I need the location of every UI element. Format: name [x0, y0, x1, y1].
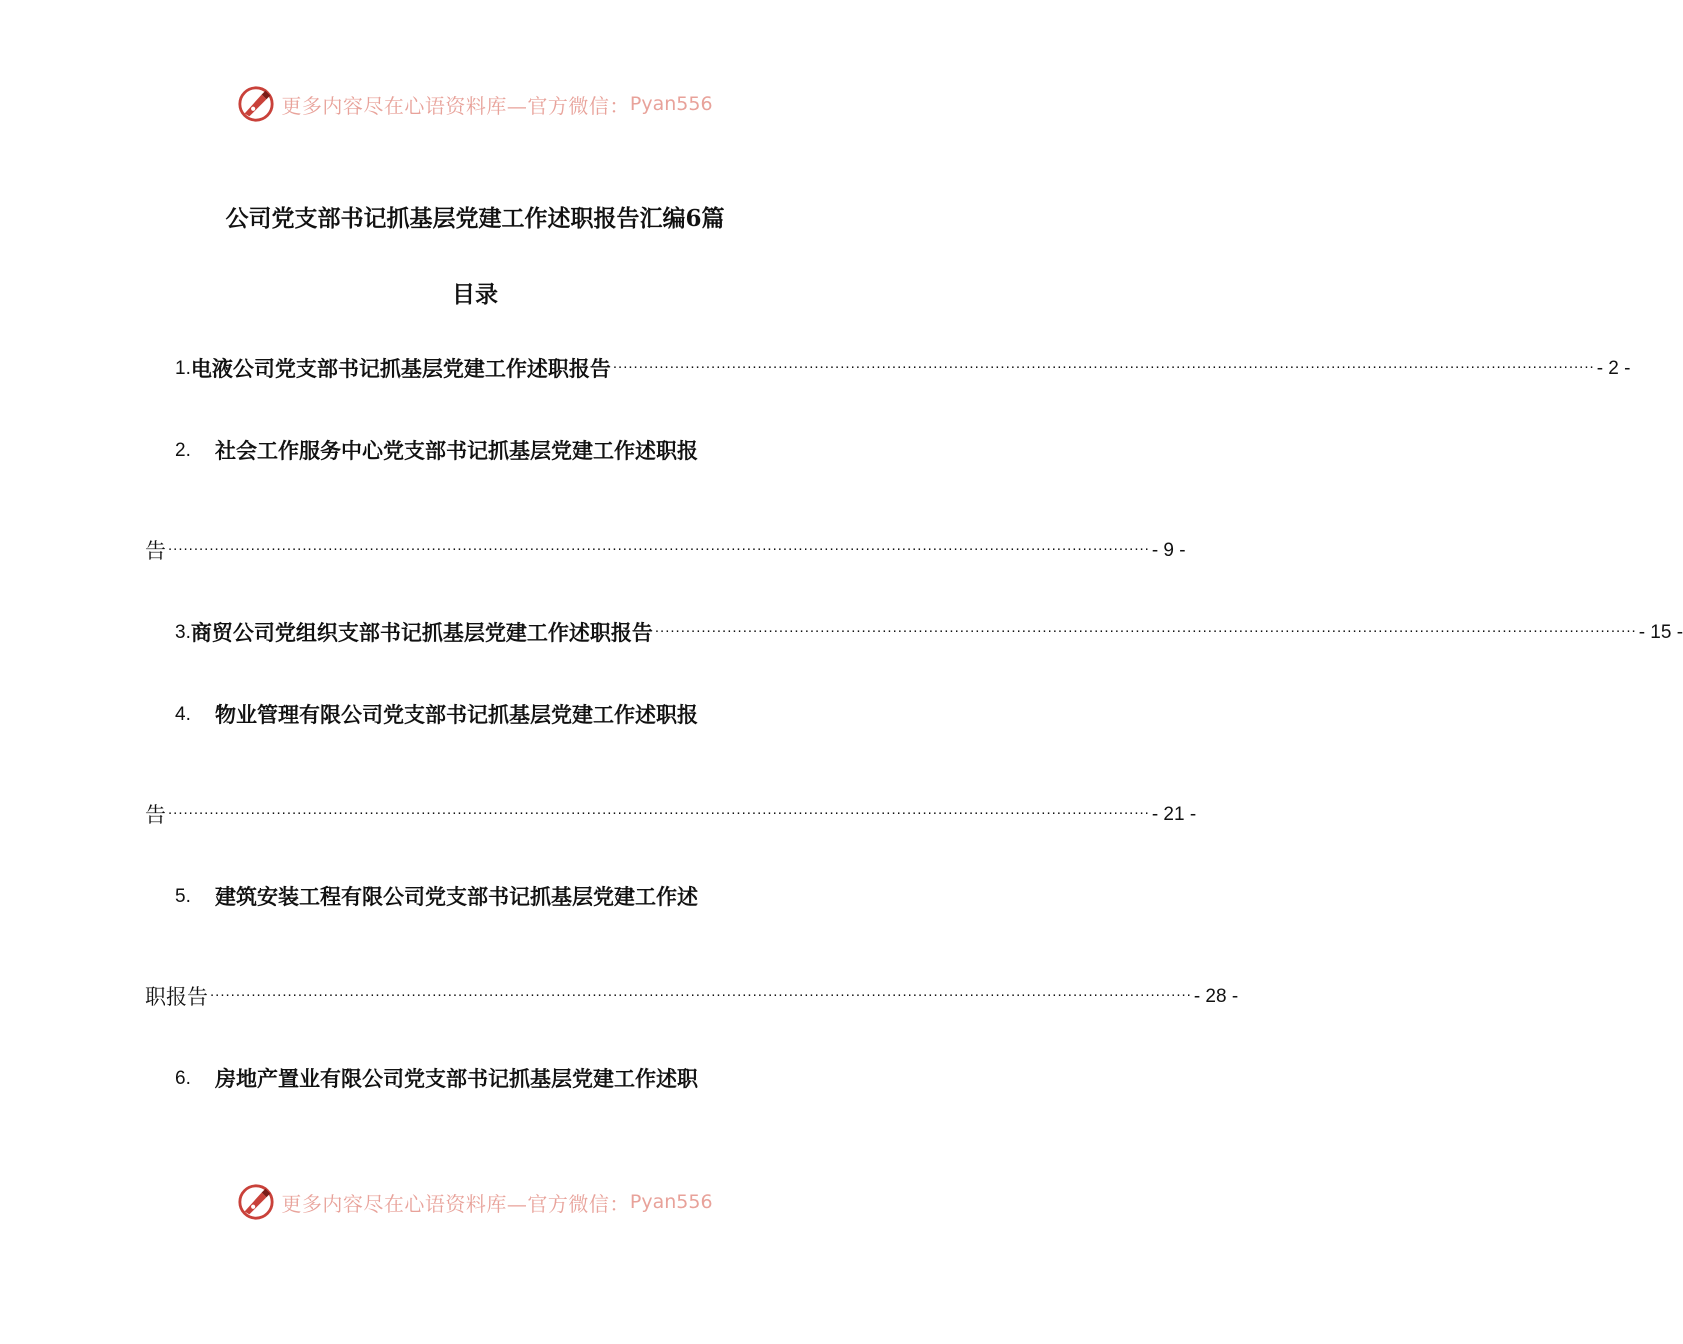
- toc-entry-title-continued: 职报告: [145, 985, 208, 1009]
- watermark-text: 更多内容尽在心语资料库—官方微信：: [281, 1191, 630, 1216]
- toc-leader-dots: ..............................................................................................................................................................................................: [612, 355, 1595, 372]
- toc-entry-page: - 21 -: [1151, 804, 1197, 825]
- toc-entry-page: - 15 -: [1638, 622, 1683, 643]
- watermark-wechat-id: Pyan556: [629, 93, 713, 115]
- toc-entry-4[interactable]: [145, 694, 858, 730]
- watermark-wechat-id: Pyan556: [629, 1191, 713, 1213]
- toc-entry-title: 社会工作服务中心党支部书记抓基层党建工作述职报: [215, 438, 698, 463]
- toc-entry-number: 2.: [175, 440, 191, 461]
- toc-leader-dots: ..............................................................................................................................................................................................: [210, 983, 1192, 1000]
- toc-entry-title: 房地产置业有限公司党支部书记抓基层党建工作述职: [215, 1066, 698, 1091]
- toc-entry-number: 1.: [175, 358, 191, 379]
- toc-entry-page: - 28 -: [1193, 986, 1239, 1007]
- toc-entry-2[interactable]: [145, 430, 858, 466]
- toc-entry-number: 4.: [175, 704, 191, 725]
- document-title: 公司党支部书记抓基层党建工作述职报告汇编6篇: [225, 205, 725, 232]
- toc-entry-2-continued[interactable]: [145, 530, 1186, 566]
- toc-entry-number: 3.: [175, 622, 191, 643]
- toc-entry-4-continued[interactable]: [145, 794, 1197, 830]
- toc-entry-3[interactable]: [145, 612, 1683, 648]
- toc-entry-title: 商贸公司党组织支部书记抓基层党建工作述职报告: [190, 620, 653, 645]
- toc-entry-page: - 9 -: [1151, 540, 1186, 561]
- toc-entry-title: 物业管理有限公司党支部书记抓基层党建工作述职报: [215, 702, 698, 727]
- toc-entry-page: - 2 -: [1596, 358, 1631, 379]
- toc-entry-5-continued[interactable]: [145, 976, 1239, 1012]
- toc-heading: 目录: [452, 281, 498, 308]
- toc-entry-title-continued: 告: [145, 803, 166, 827]
- watermark-text: 更多内容尽在心语资料库—官方微信：: [281, 93, 630, 118]
- header-watermark-banner: [0, 82, 950, 126]
- toc-entry-title: 电液公司党支部书记抓基层党建工作述职报告: [190, 356, 611, 381]
- footer-watermark-banner: [0, 1180, 950, 1224]
- pen-nib-icon: [237, 85, 275, 123]
- toc-entry-number: 5.: [175, 886, 191, 907]
- toc-entry-title-continued: 告: [145, 539, 166, 563]
- toc-entry-number: 6.: [175, 1068, 191, 1089]
- toc-entry-5[interactable]: [145, 876, 858, 912]
- toc-entry-1[interactable]: [145, 348, 1631, 384]
- toc-entry-title: 建筑安装工程有限公司党支部书记抓基层党建工作述: [215, 884, 698, 909]
- toc-entry-6[interactable]: [145, 1058, 858, 1094]
- pen-nib-icon: [237, 1183, 275, 1221]
- toc-leader-dots: ..............................................................................................................................................................................................: [168, 537, 1150, 554]
- toc-leader-dots: ..............................................................................................................................................................................................: [168, 801, 1150, 818]
- toc-leader-dots: ..............................................................................................................................................................................................: [654, 619, 1637, 636]
